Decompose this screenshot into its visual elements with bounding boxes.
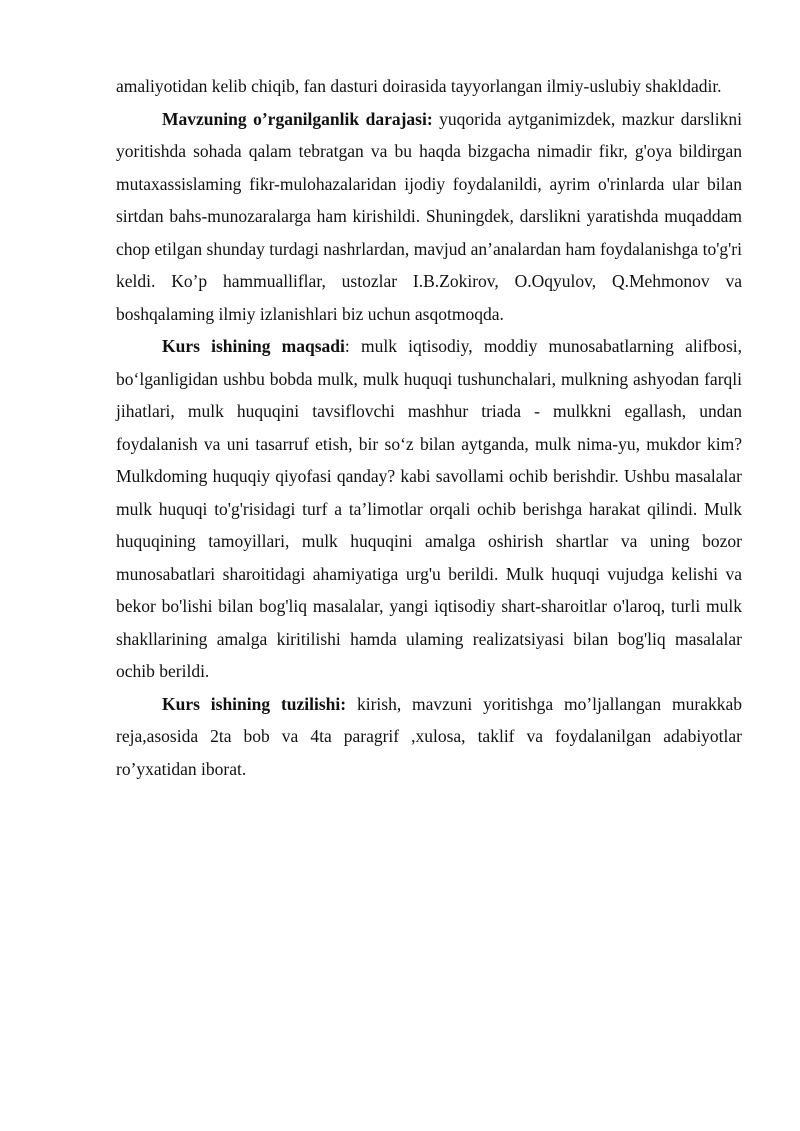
paragraph-heading: Kurs ishining maqsadi bbox=[162, 336, 345, 356]
paragraph-study-level bbox=[116, 103, 742, 331]
paragraph-text: : mulk iqtisodiy, moddiy munosabatlarning alifbosi, bo‘lganligidan ushbu bobda mulk, mulk huquqi tushunchalari, mulkning ashyodan farqli jihatlari, mulk huquqini tavsiflovchi mashhur triada - mulkkni egallash, undan foydalanish va uni tasarruf etish, bir so‘z bilan aytganda, mulk nima-yu, mukdor kim? Mulkdoming huquqiy qiyofasi qanday? kabi savollami ochib berishdir. Ushbu masalalar mulk huquqi to'g'risidagi turf a ta’limotlar orqali ochib berishga harakat qilindi. Mulk huquqining tamoyillari, mulk huquqini amalga oshirish shartlar va uning bozor munosabatlari sharoitidagi ahamiyatiga urg'u berildi. Mulk huquqi vujudga kelishi va bekor bo'lishi bilan bog'liq masalalar, yangi iqtisodiy shart-sharoitlar o'laroq, turli mulk shakllarining amalga kiritilishi hamda ulaming realizatsiyasi bilan bog'liq masalalar ochib berildi. bbox=[116, 336, 743, 681]
paragraph-text: yuqorida aytganimizdek, mazkur darslikni yoritishda sohada qalam tebratgan va bu haqda bizgacha nimadir fikr, g'oya bildirgan mutaxassislaming fikr-mulohazalaridan ijodiy foydalanildi, ayrim o'rinlarda ular bilan sirtdan bahs-munozaralarga ham kirishildi. Shuningdek, darslikni yaratishda muqaddam chop etilgan shunday turdagi nashrlardan, mavjud an’analardan ham foydalanishga to'g'ri keldi. Ko’p hammualliflar, ustozlar I.B.Zokirov, O.Oqyulov, Q.Mehmonov va boshqalaming ilmiy izlanishlari biz uchun asqotmoqda. bbox=[116, 108, 742, 324]
paragraph-continuation bbox=[116, 70, 742, 103]
paragraph-text: kirish, mavzuni yoritishga mo’ljallangan murakkab reja,asosida 2ta bob va 4ta paragrif ,xulosa, taklif va foydalanilgan adabiyotlar ro’yxatidan iborat. bbox=[116, 693, 742, 779]
paragraph-course-structure bbox=[116, 688, 742, 786]
paragraph-heading: Kurs ishining tuzilishi: bbox=[162, 693, 347, 714]
paragraph-text: amaliyotidan kelib chiqib, fan dasturi doirasida tayyorlangan ilmiy-uslubiy shakldadir. bbox=[116, 76, 722, 96]
document-page bbox=[116, 70, 742, 785]
paragraph-heading: Mavzuning o’rganilganlik darajasi: bbox=[162, 108, 433, 129]
paragraph-course-goal bbox=[116, 330, 742, 688]
